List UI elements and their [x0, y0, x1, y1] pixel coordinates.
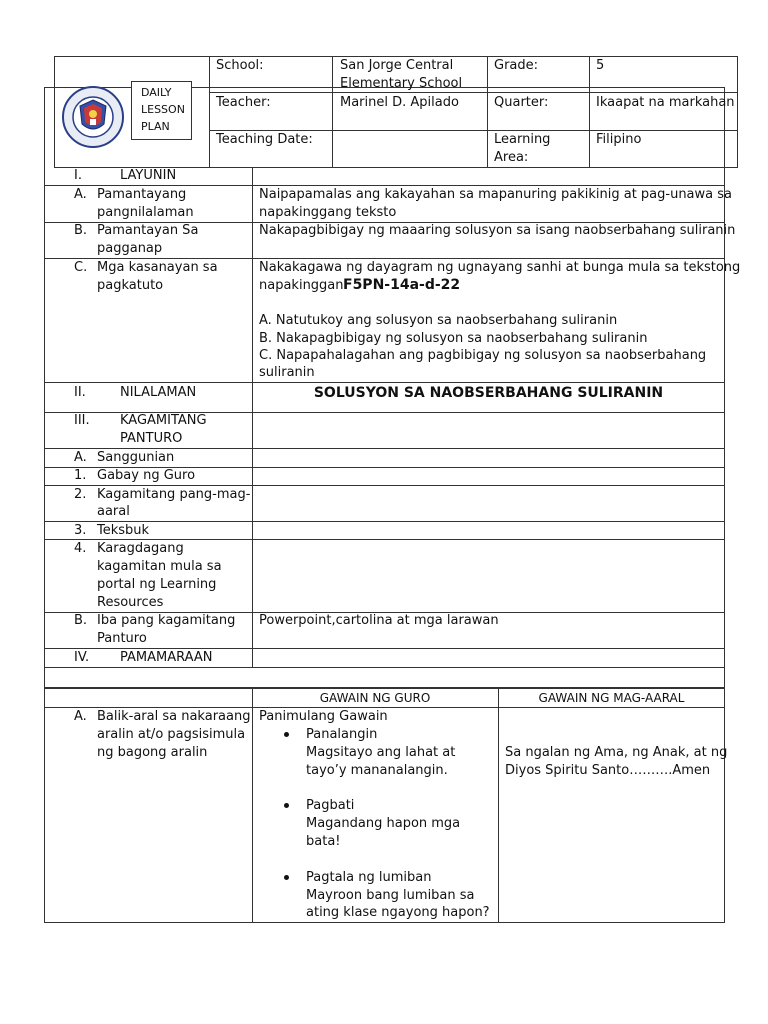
- bullet-icon: [284, 732, 289, 737]
- row-label: Panturo: [97, 631, 147, 646]
- activity-title: Pagtala ng lumiban: [306, 870, 432, 885]
- activity-line: Magandang hapon mga: [306, 816, 461, 831]
- row-label: pangnilalaman: [97, 205, 194, 220]
- school-value: San Jorge Central: [340, 58, 454, 73]
- procedure-col-divider: [498, 688, 499, 923]
- item-number: 3.: [74, 523, 87, 538]
- row-label: Gabay ng Guro: [97, 468, 196, 483]
- row-value: napakinggan: [259, 278, 344, 293]
- school-label: School:: [216, 58, 264, 73]
- teacher-label: Teacher:: [216, 95, 271, 110]
- learning-area-label: Area:: [494, 150, 529, 165]
- lesson-topic: SOLUSYON SA NAOBSERBAHANG SULIRANIN: [313, 385, 664, 401]
- row-label: Teksbuk: [97, 523, 150, 538]
- row-label: pagkatuto: [97, 278, 164, 293]
- row-divider: [44, 667, 725, 668]
- procedure-col-divider: [252, 688, 253, 923]
- teacher-activity-header: GAWAIN NG GURO: [319, 691, 431, 705]
- section-number: II.: [74, 385, 86, 400]
- activity-line: Mayroon bang lumiban sa: [306, 888, 475, 903]
- section-number: I.: [74, 168, 82, 183]
- row-label: Pamantayan Sa: [97, 223, 199, 238]
- section-title: KAGAMITANG: [120, 413, 207, 428]
- objective-item: B. Nakapagbibigay ng solusyon sa naobserbahang suliranin: [259, 331, 648, 346]
- school-value: Elementary School: [340, 76, 463, 91]
- item-letter: C.: [74, 260, 88, 275]
- logo-line: DAILY: [141, 86, 172, 99]
- row-label: Resources: [97, 595, 164, 610]
- learning-area-value: Filipino: [596, 132, 642, 147]
- activity-title: Pagbati: [306, 798, 355, 813]
- student-activity-header: GAWAIN NG MAG-AARAL: [538, 691, 685, 705]
- row-divider: [44, 382, 725, 383]
- activity-title: Panalangin: [306, 727, 378, 742]
- row-label: Sanggunian: [97, 450, 175, 465]
- teaching-date-label: Teaching Date:: [216, 132, 313, 147]
- activity-line: tayo’y mananalangin.: [306, 763, 448, 778]
- row-label: Iba pang kagamitang: [97, 613, 236, 628]
- section-number: IV.: [74, 650, 90, 665]
- section-number: III.: [74, 413, 90, 428]
- row-label: Pamantayang: [97, 187, 187, 202]
- item-letter: B.: [74, 223, 88, 238]
- grade-value: 5: [596, 58, 605, 73]
- objective-item: suliranin: [259, 365, 315, 380]
- bullet-icon: [284, 803, 289, 808]
- logo-line: LESSON: [141, 103, 185, 116]
- competency-code: F5PN-14a-d-22: [343, 277, 461, 293]
- student-response: Diyos Spiritu Santo……….Amen: [505, 763, 711, 778]
- learning-area-label: Learning: [494, 132, 551, 147]
- row-value: Nakapagbibigay ng maaaring solusyon sa isang naobserbahang suliranin: [259, 223, 736, 238]
- intro-activity: Panimulang Gawain: [259, 709, 388, 724]
- item-letter: A.: [74, 709, 87, 724]
- row-label: ng bagong aralin: [97, 745, 208, 760]
- section-title: NILALAMAN: [120, 385, 197, 400]
- objective-item: A. Natutukoy ang solusyon sa naobserbahang suliranin: [259, 313, 618, 328]
- grade-label: Grade:: [494, 58, 539, 73]
- bullet-icon: [284, 875, 289, 880]
- row-label: Kagamitang pang-mag-: [97, 487, 251, 502]
- row-label: Karagdagang: [97, 541, 184, 556]
- item-letter: A.: [74, 450, 87, 465]
- row-value: Nakakagawa ng dayagram ng ugnayang sanhi at bunga mula sa tekstong: [259, 260, 741, 275]
- section-title: LAYUNIN: [120, 168, 177, 183]
- activity-line: Magsitayo ang lahat at: [306, 745, 456, 760]
- item-number: 2.: [74, 487, 87, 502]
- row-label: portal ng Learning: [97, 577, 217, 592]
- student-response: Sa ngalan ng Ama, ng Anak, at ng: [505, 745, 728, 760]
- objective-item: C. Napapahalagahan ang pagbibigay ng solusyon sa naobserbahang: [259, 348, 707, 363]
- item-number: 4.: [74, 541, 87, 556]
- logo-line: PLAN: [141, 120, 170, 133]
- row-value: napakinggang teksto: [259, 205, 397, 220]
- row-label: Balik-aral sa nakaraang: [97, 709, 251, 724]
- main-col-divider: [252, 168, 253, 667]
- quarter-label: Quarter:: [494, 95, 549, 110]
- teacher-value: Marinel D. Apilado: [340, 95, 459, 110]
- row-value: Powerpoint,cartolina at mga larawan: [259, 613, 499, 628]
- item-letter: B.: [74, 613, 88, 628]
- activity-line: ating klase ngayong hapon?: [306, 905, 490, 920]
- row-label: pagganap: [97, 241, 163, 256]
- row-label: aralin at/o pagsisimula: [97, 727, 246, 742]
- item-letter: A.: [74, 187, 87, 202]
- row-label: kagamitan mula sa: [97, 559, 222, 574]
- row-label: Mga kasanayan sa: [97, 260, 218, 275]
- section-title: PANTURO: [120, 431, 183, 446]
- row-value: Naipapamalas ang kakayahan sa mapanuring pakikinig at pag-unawa sa: [259, 187, 732, 202]
- item-number: 1.: [74, 468, 87, 483]
- deped-seal-icon: [62, 86, 124, 148]
- quarter-value: Ikaapat na markahan: [596, 95, 735, 110]
- activity-line: bata!: [306, 834, 341, 849]
- section-title: PAMAMARAAN: [120, 650, 213, 665]
- row-label: aaral: [97, 504, 130, 519]
